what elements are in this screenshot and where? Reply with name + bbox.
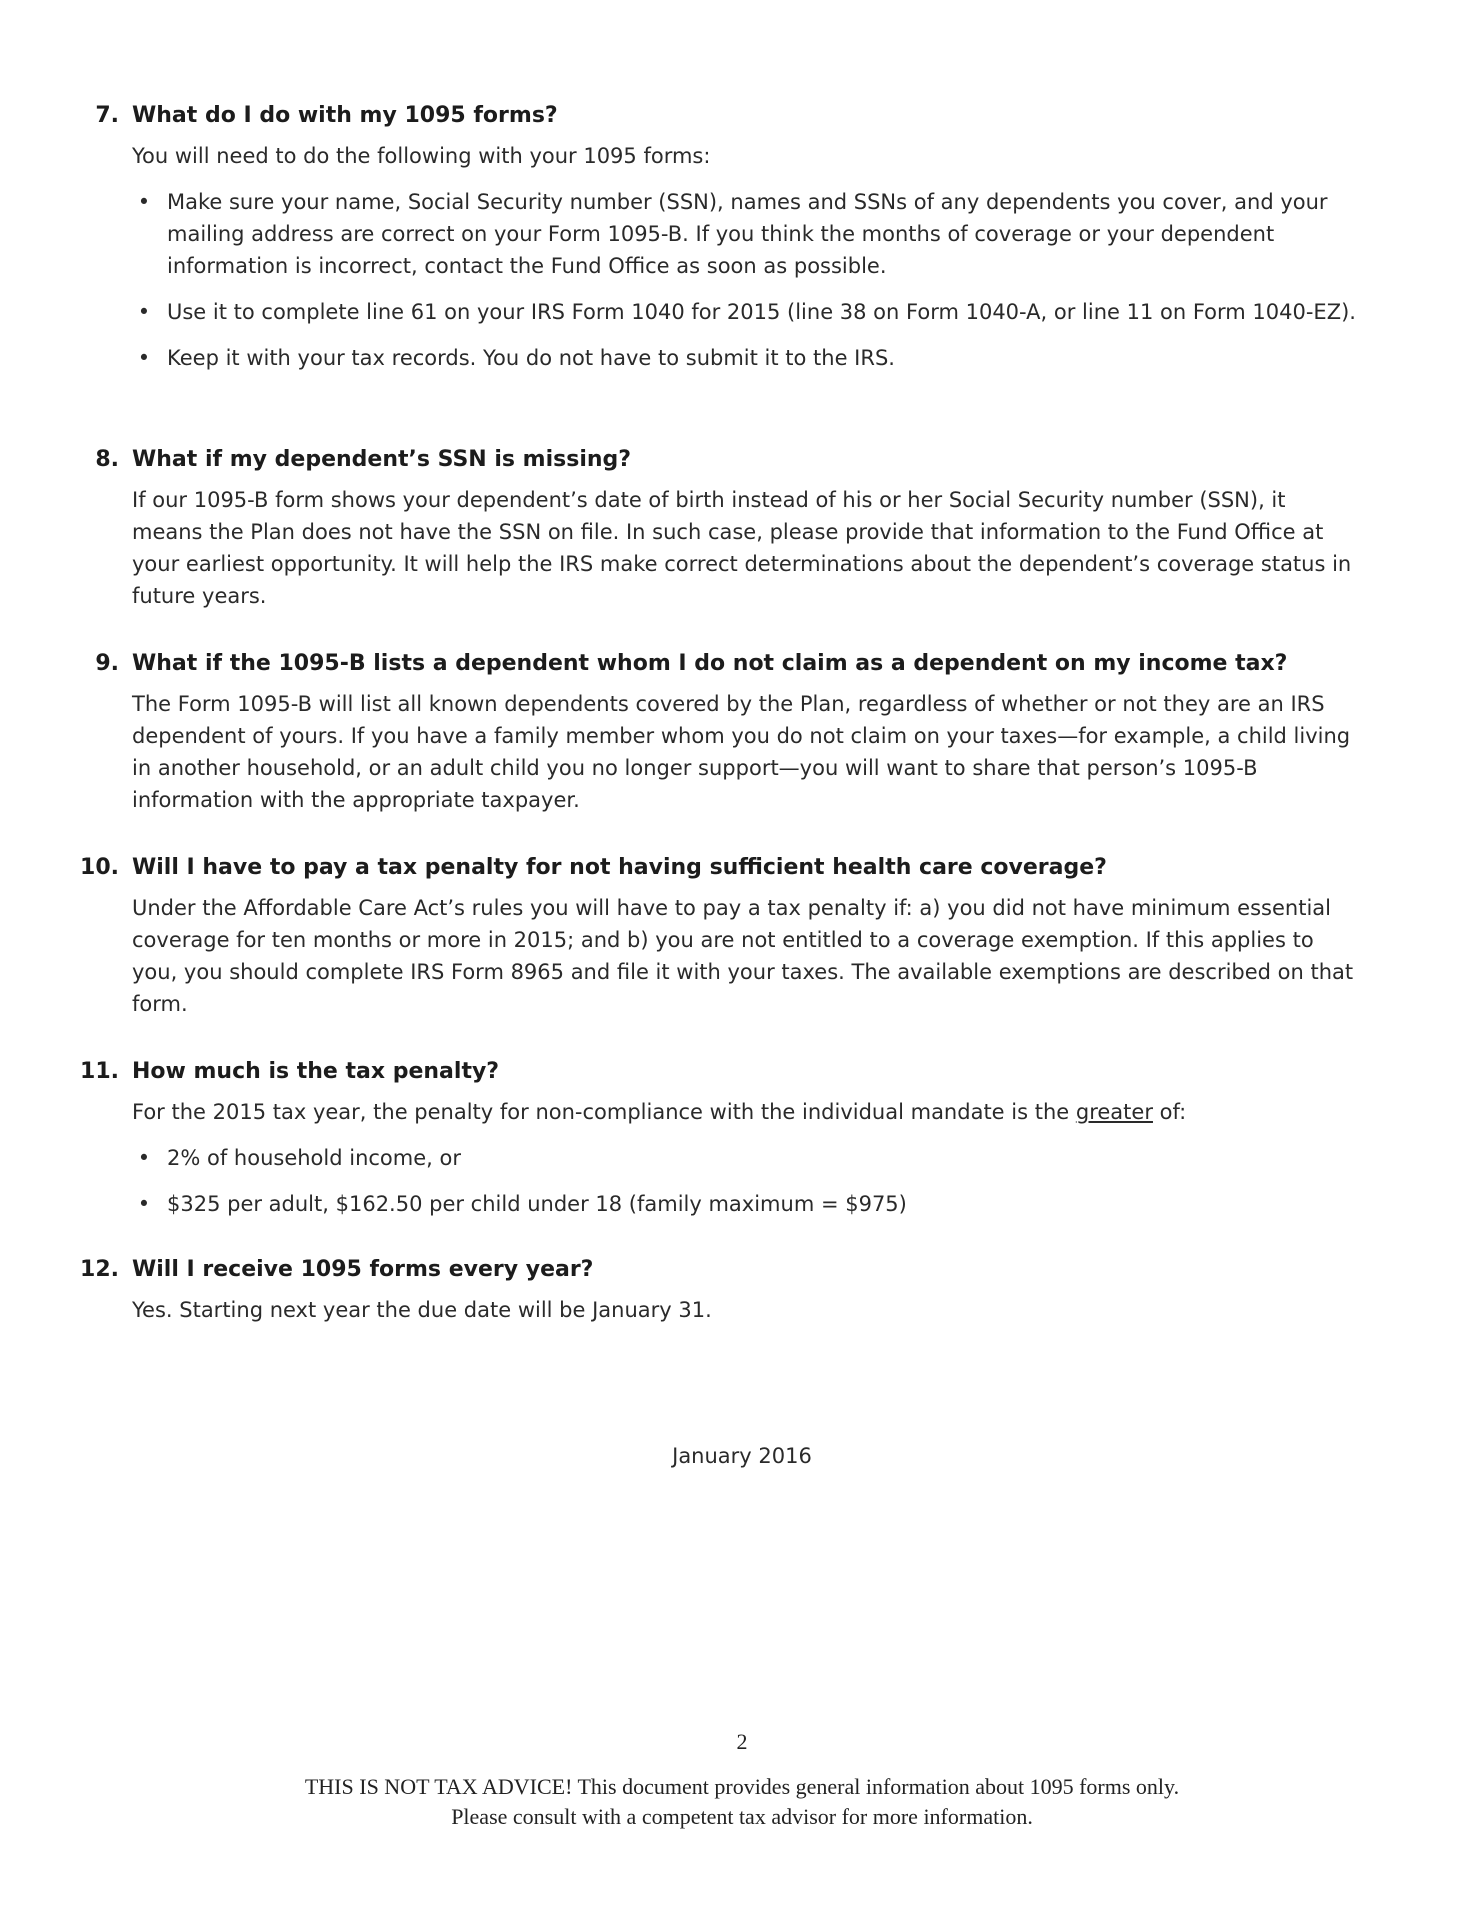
question-heading	[70, 648, 1360, 680]
question-title: What if the 1095-B lists a dependent whom I do not claim as a dependent on my income tax?	[132, 651, 1288, 676]
disclaimer-line-2: Please consult with a competent tax advisor for more information.	[451, 1804, 1033, 1829]
faq-item-8	[70, 444, 1360, 612]
question-title: What do I do with my 1095 forms?	[132, 103, 558, 128]
answer-intro-start: For the 2015 tax year, the penalty for non-compliance with the individual mandate is the	[132, 1100, 1076, 1124]
question-title: Will I receive 1095 forms every year?	[132, 1257, 594, 1282]
question-heading	[70, 1056, 1360, 1088]
bullet-icon: •	[137, 1146, 151, 1170]
question-number: 11.	[80, 1059, 119, 1084]
bullet-icon: •	[137, 190, 151, 214]
list-item	[132, 296, 1360, 328]
answer-body	[132, 892, 1360, 1020]
list-item	[132, 1142, 1360, 1174]
question-number: 8.	[95, 447, 119, 472]
question-heading	[70, 444, 1360, 476]
question-number: 10.	[80, 855, 119, 880]
question-title: Will I have to pay a tax penalty for not having sufficient health care coverage?	[132, 855, 1107, 880]
question-title: What if my dependent’s SSN is missing?	[132, 447, 632, 472]
faq-item-12	[70, 1254, 1360, 1326]
answer-intro-end: of:	[1152, 1100, 1187, 1124]
answer-text: The Form 1095-B will list all known dependents covered by the Plan, regardless of whether or not they are an IRS dependent of yours. If you have a family member whom you do not claim on your taxes—for example, a child living in another household, or an adult child you no longer support—you will want to share that person’s 1095-B information with the appropriate taxpayer.	[132, 692, 1351, 812]
answer-intro: You will need to do the following with your 1095 forms:	[132, 144, 711, 168]
disclaimer-line-1: THIS IS NOT TAX ADVICE! This document provides general information about 1095 forms only.	[304, 1774, 1180, 1799]
list-item-text: 2% of household income, or	[167, 1146, 461, 1170]
answer-text: If our 1095-B form shows your dependent’s date of birth instead of his or her Social Security number (SSN), it means the Plan does not have the SSN on file. In such case, please provide that information to the Fund Office at your earliest opportunity. It will help the IRS make correct determinations about the dependent’s coverage status in future years.	[132, 488, 1352, 608]
question-title: How much is the tax penalty?	[132, 1059, 500, 1084]
page-number: 2	[736, 1729, 748, 1754]
list-item-text: Use it to complete line 61 on your IRS Form 1040 for 2015 (line 38 on Form 1040-A, or line 11 on Form 1040-EZ).	[167, 300, 1356, 324]
answer-body	[132, 1294, 1360, 1326]
list-item	[132, 186, 1360, 282]
question-heading	[70, 100, 1360, 132]
faq-item-7	[70, 100, 1360, 374]
faq-item-10	[70, 852, 1360, 1020]
answer-body	[132, 1096, 1360, 1220]
question-number: 12.	[80, 1257, 119, 1282]
answer-intro	[132, 1096, 1360, 1128]
question-number: 7.	[95, 103, 119, 128]
list-item	[132, 1188, 1360, 1220]
list-item-text: $325 per adult, $162.50 per child under 18 (family maximum = $975)	[167, 1192, 907, 1216]
answer-text: Yes. Starting next year the due date will be January 31.	[132, 1298, 712, 1322]
question-number: 9.	[95, 651, 119, 676]
answer-body	[132, 688, 1360, 816]
answer-body	[132, 140, 1360, 374]
list-item-text: Make sure your name, Social Security number (SSN), names and SSNs of any dependents you cover, and your mailing address are correct on your Form 1095-B. If you think the months of coverage or your dependent information is incorrect, contact the Fund Office as soon as possible.	[167, 190, 1328, 278]
faq-item-9	[70, 648, 1360, 816]
question-heading	[70, 1254, 1360, 1286]
disclaimer-footer	[0, 1772, 1484, 1832]
question-heading	[70, 852, 1360, 884]
emphasis-underlined: greater	[1075, 1100, 1153, 1124]
bullet-icon: •	[137, 300, 151, 324]
bullet-icon: •	[137, 1192, 151, 1216]
answer-body	[132, 484, 1360, 612]
list-item	[132, 342, 1360, 374]
list-item-text: Keep it with your tax records. You do not have to submit it to the IRS.	[167, 346, 895, 370]
answer-text: Under the Affordable Care Act’s rules you will have to pay a tax penalty if: a) you did not have minimum essential coverage for ten months or more in 2015; and b) you are not entitled to a coverage exemption. If this applies to you, you should complete IRS Form 8965 and file it with your taxes. The available exemptions are described on that form.	[132, 896, 1354, 1016]
bullet-list	[132, 1142, 1360, 1220]
faq-item-11	[70, 1056, 1360, 1220]
document-date: January 2016	[672, 1444, 812, 1468]
bullet-icon: •	[137, 346, 151, 370]
bullet-list	[132, 186, 1360, 374]
